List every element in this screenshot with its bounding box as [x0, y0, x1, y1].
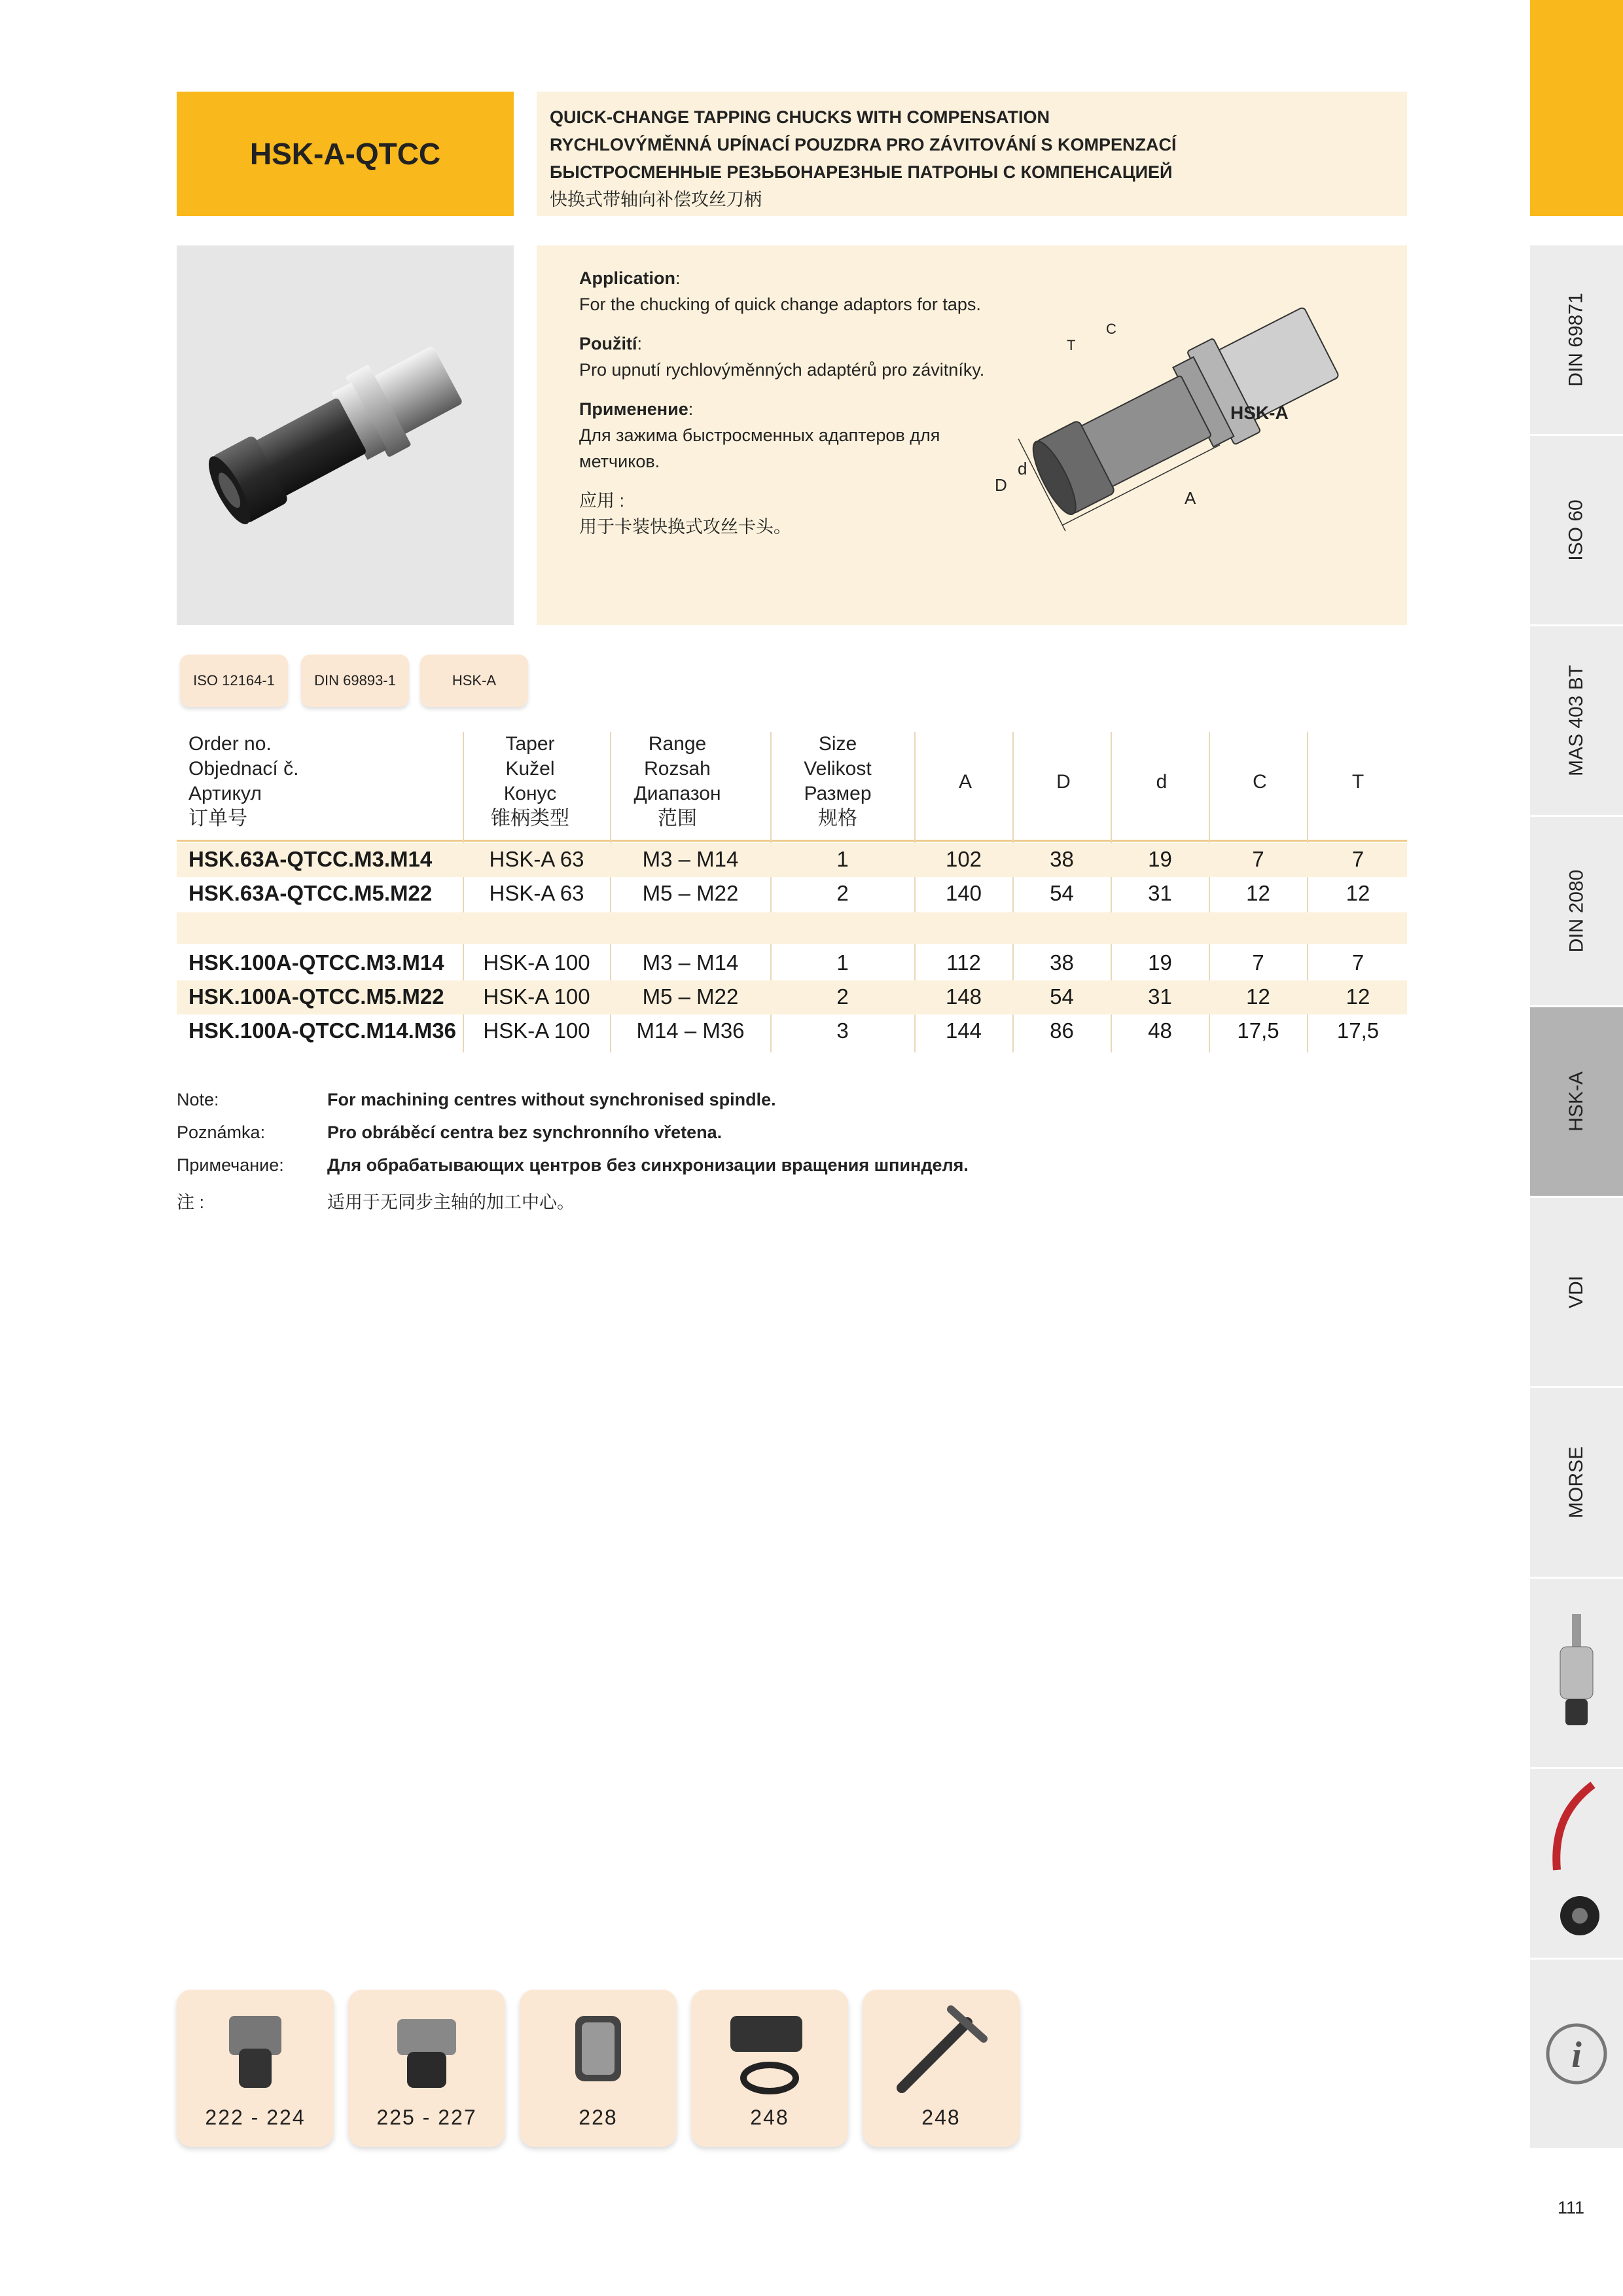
note-label-en: Note: [177, 1090, 219, 1109]
accessory-thumb-5[interactable]: 248 [863, 1990, 1020, 2147]
nut-ring-icon [717, 2003, 822, 2101]
note-label-ru: Примечание: [177, 1155, 284, 1175]
drawing-dim-C: C [1106, 321, 1116, 337]
table-row: HSK.100A-QTCC.M14.M36 HSK-A 100 M14 – M36 3 144 86 48 17,5 17,5 [188, 1018, 1380, 1043]
technical-drawing [969, 262, 1394, 576]
tap-adaptor-icon [203, 2003, 308, 2101]
table-row: HSK.63A-QTCC.M3.M14 HSK-A 63 M3 – M14 1 102 38 19 7 7 [177, 843, 1407, 877]
standard-tag-din: DIN 69893-1 [301, 655, 409, 707]
header-C: C [1253, 771, 1267, 793]
drawing-dim-T: T [1067, 337, 1076, 353]
application-en-label: Application [579, 268, 675, 288]
accessory-thumb-3[interactable]: 228 [520, 1990, 677, 2147]
table-row: HSK.63A-QTCC.M5.M22 HSK-A 63 M5 – M22 2 140 54 31 12 12 [188, 881, 1370, 905]
subtitle-cz: RYCHLOVÝMĚNNÁ UPÍNACÍ POUZDRA PRO ZÁVITOVÁNÍ S KOMPENZACÍ [550, 135, 1177, 154]
application-zh-label: 应用 : [579, 491, 625, 511]
product-photo [177, 245, 514, 625]
subtitle-en: QUICK-CHANGE TAPPING CHUCKS WITH COMPENSATION [550, 107, 1050, 127]
note-text-cz: Pro obráběcí centra bez synchronního vřetena. [327, 1122, 722, 1142]
drawing-dim-d: d [1018, 459, 1027, 478]
application-zh [579, 488, 791, 540]
header-divider [177, 840, 1407, 842]
collet-icon [546, 2003, 651, 2101]
header-T: T [1351, 771, 1364, 793]
page-title: HSK-A-QTCC [249, 137, 441, 171]
application-en-text: For the chucking of quick change adaptors for taps. [579, 295, 981, 314]
header-D: D [1056, 771, 1071, 793]
note-label-zh: 注 : [177, 1193, 205, 1212]
tab-din-2080[interactable]: DIN 2080 [1530, 817, 1623, 1007]
application-cz-text: Pro upnutí rychlovýměnných adaptérů pro závitníky. [579, 360, 985, 380]
drawing-hsk-label: HSK-A [1230, 403, 1289, 423]
header-order: Order no. Objednací č. Артикул 订单号 [188, 733, 299, 829]
wrench-icon [1541, 1778, 1613, 1948]
header-taper: Taper Kužel Конус 锥柄类型 [491, 733, 569, 829]
application-en: Application: For the chucking of quick change adaptors for taps. [579, 268, 981, 314]
drawing-dim-A: A [1185, 488, 1196, 508]
tab-mas-403-bt[interactable]: MAS 403 BT [1530, 626, 1623, 817]
header-size: Size Velikost Размер 规格 [804, 733, 872, 829]
application-zh-text: 用于卡装快换式攻丝卡头。 [579, 517, 791, 537]
drawing-dim-D: D [995, 475, 1007, 495]
header-d: d [1156, 771, 1168, 793]
header-A: A [958, 771, 972, 793]
table-row: HSK.100A-QTCC.M3.M14 HSK-A 100 M3 – M14 1 112 38 19 7 7 [188, 950, 1364, 975]
note-text-zh: 适用于无同步主轴的加工中心。 [327, 1193, 575, 1212]
tab-din-69871[interactable]: DIN 69871 [1530, 245, 1623, 436]
tab-drill-chuck[interactable] [1530, 1579, 1623, 1769]
tab-morse[interactable]: MORSE [1530, 1388, 1623, 1579]
accessory-thumb-4[interactable]: 248 [691, 1990, 848, 2147]
drill-chuck-icon [1547, 1607, 1606, 1738]
title-box [177, 92, 514, 216]
tab-iso-60[interactable]: ISO 60 [1530, 436, 1623, 626]
tab-info[interactable] [1530, 1960, 1623, 2150]
accessory-thumb-2[interactable]: 225 - 227 [348, 1990, 505, 2147]
note-text-ru: Для обрабатывающих центров без синхронизации вращения шпинделя. [327, 1155, 969, 1175]
standard-tag-iso: ISO 12164-1 [180, 655, 288, 707]
standard-tag-hsk: HSK-A [420, 655, 528, 707]
side-accent [1530, 0, 1623, 216]
application-ru-text1: Для зажима быстросменных адаптеров для [579, 425, 940, 445]
key-wrench-icon [889, 2003, 993, 2101]
note-text-en: For machining centres without synchronised spindle. [327, 1090, 776, 1109]
tab-wrench[interactable] [1530, 1769, 1623, 1960]
application-cz-label: Použití [579, 334, 637, 353]
table-row-spacer [177, 912, 1407, 944]
svg-text:i: i [1571, 2035, 1582, 2075]
tap-adaptor-clutch-icon [374, 2003, 479, 2101]
application-ru: Применение: Для зажима быстросменных адаптеров для метчиков. [579, 399, 940, 471]
subtitle-ru: БЫСТРОСМЕННЫЕ РЕЗЬБОНАРЕЗНЫЕ ПАТРОНЫ С КОМПЕНСАЦИЕЙ [550, 162, 1173, 182]
application-ru-label: Применение [579, 399, 688, 419]
info-icon [1544, 2021, 1609, 2087]
tool-holder-image [177, 245, 514, 625]
tab-vdi[interactable]: VDI [1530, 1198, 1623, 1388]
accessory-thumb-1[interactable]: 222 - 224 [177, 1990, 334, 2147]
application-ru-text2: метчиков. [579, 452, 660, 471]
table-row: HSK.100A-QTCC.M5.M22 HSK-A 100 M5 – M22 2 148 54 31 12 12 [177, 980, 1407, 1014]
page-number: 111 [1558, 2198, 1585, 2217]
tab-hsk-a[interactable]: HSK-A [1530, 1007, 1623, 1198]
subtitle-box [537, 92, 1407, 216]
note-label-cz: Poznámka: [177, 1122, 266, 1142]
header-range: Range Rozsah Диапазон 范围 [633, 733, 721, 829]
application-cz: Použití: Pro upnutí rychlovýměnných adaptérů pro závitníky. [579, 334, 985, 380]
subtitle-zh: 快换式带轴向补偿攻丝刀柄 [550, 190, 762, 209]
